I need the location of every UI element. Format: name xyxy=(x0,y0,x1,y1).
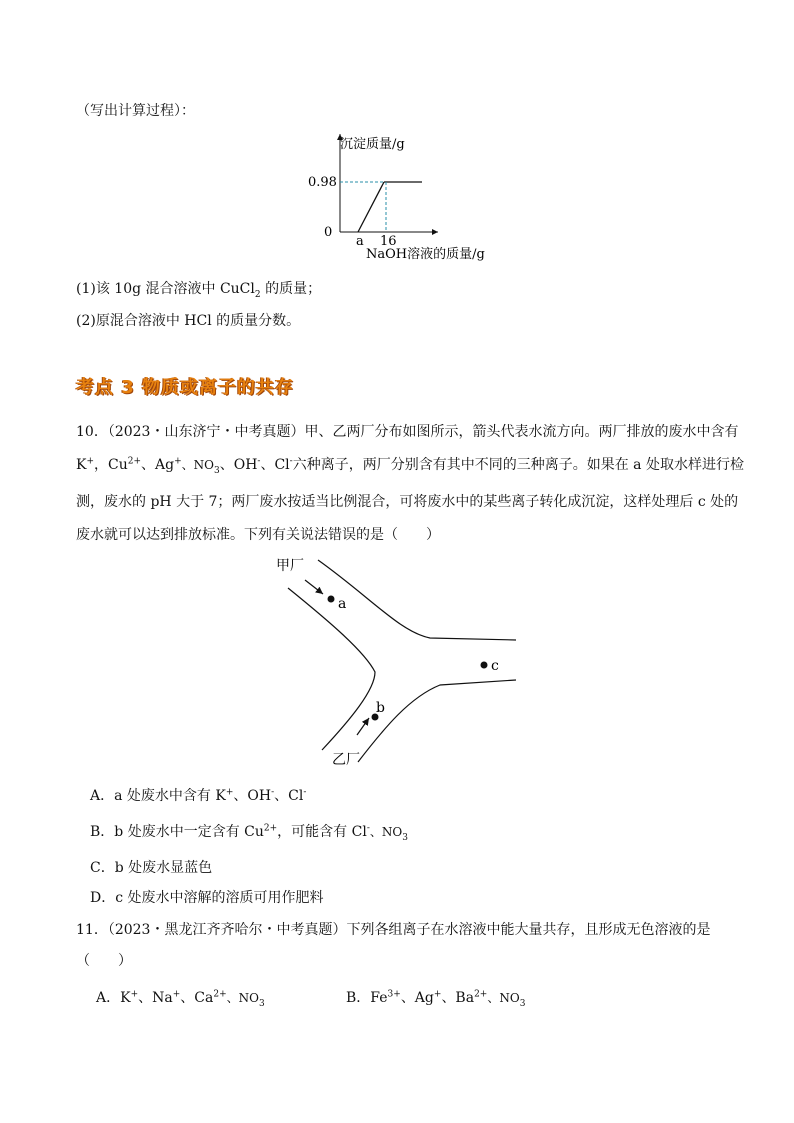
x-axis-label: NaOH溶液的质量/g xyxy=(366,247,485,262)
y-axis-label: 沉淀质量/g xyxy=(340,137,405,152)
label-c: c xyxy=(491,658,499,674)
sub-question-1: (1)该 10g 混合溶液中 CuCl$_2$ 的质量； xyxy=(76,281,322,300)
factory-river-diagram xyxy=(270,552,530,772)
precipitate-graph xyxy=(300,128,500,263)
y-tick-label: 0.98 xyxy=(308,175,337,190)
factory-a-label: 甲厂 xyxy=(276,558,304,574)
instruction-text: （写出计算过程）： xyxy=(76,103,195,119)
q10-line1: 10．（2023・山东济宁・中考真题）甲、乙两厂分布如图所示，箭头代表水流方向。两厂排放的废水中含有 xyxy=(76,424,739,440)
section-heading: 考点 3 物质或离子的共存 xyxy=(76,377,295,398)
q11-option-b[interactable]: B．$Fe^{3+}$、Ag+、$Ba^{2+}$、$NO_3$ xyxy=(346,989,526,1009)
data-line-rise xyxy=(358,182,384,232)
q10-option-c[interactable]: C．b 处废水显蓝色 xyxy=(90,860,213,876)
origin-label: 0 xyxy=(324,225,333,240)
label-b: b xyxy=(376,700,385,716)
q10-option-a[interactable]: A．a 处废水中含有 K+、OH-、Cl- xyxy=(90,787,307,804)
q10-line3: 测，废水的 pH 大于 7；两厂废水按适当比例混合，可将废水中的某些离子转化成沉淀，这样处理后 c 处的 xyxy=(76,494,739,510)
point-c xyxy=(481,662,488,669)
q10-option-b[interactable]: B．b 处废水中一定含有 $Cu^{2+}$，可能含有 Cl-、$NO_3$ xyxy=(90,823,408,843)
point-a xyxy=(328,596,335,603)
x-tick-a: a xyxy=(356,234,364,249)
flow-arrow-b xyxy=(357,718,369,735)
sub-question-2: (2)原混合溶液中 HCl 的质量分数。 xyxy=(76,313,301,329)
label-a: a xyxy=(338,596,347,612)
q10-option-d[interactable]: D．c 处废水中溶解的溶质可用作肥料 xyxy=(90,890,324,906)
q11-line2: （ ） xyxy=(76,953,132,969)
flow-arrow-a xyxy=(305,580,323,594)
river-bank-left xyxy=(288,588,375,750)
river-bank-top xyxy=(318,560,516,640)
q10-line2: K+，$Cu^{2+}$、Ag+、$NO_3$、OH-、Cl-六种离子，两厂分别含有其中不同的三种离子。如果在 a 处取水样进行检 xyxy=(76,456,744,476)
q11-line1: 11．（2023・黑龙江齐齐哈尔・中考真题）下列各组离子在水溶液中能大量共存，且形成无色溶液的是 xyxy=(76,922,711,938)
x-tick-16: 16 xyxy=(380,234,397,249)
q11-option-a[interactable]: A．K+、Na+、$Ca^{2+}$、$NO_3$ xyxy=(96,989,265,1009)
factory-b-label: 乙厂 xyxy=(332,752,360,768)
q10-line4: 废水就可以达到排放标准。下列有关说法错误的是（ ） xyxy=(76,527,440,543)
river-bank-bottom xyxy=(358,680,516,762)
